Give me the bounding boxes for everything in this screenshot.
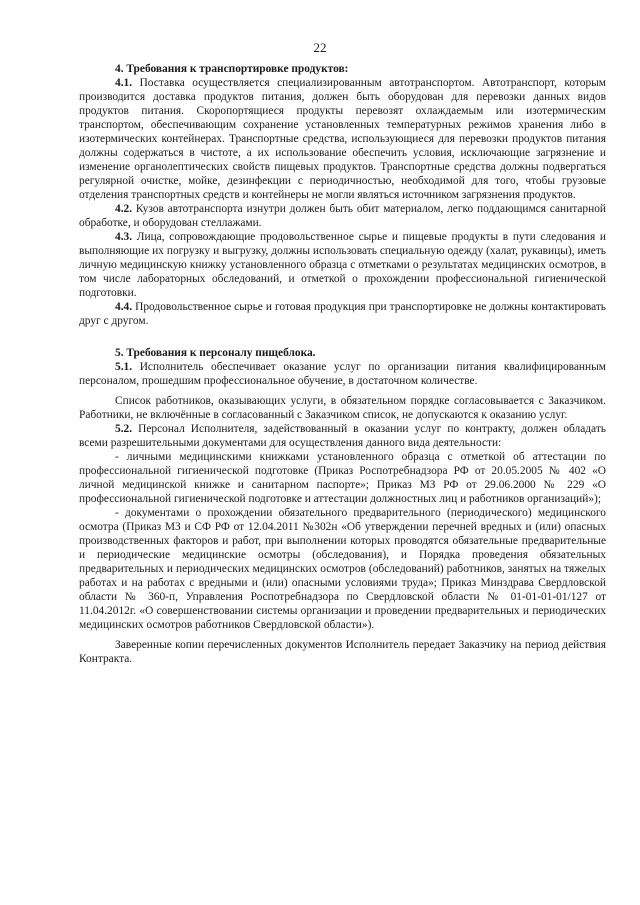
paragraph-4-2-text: Кузов автотранспорта изнутри должен быть обит материалом, легко поддающимся санитарной обработке, и оборудован стеллажами.: [79, 203, 606, 229]
paragraph-4-1: [79, 76, 606, 202]
paragraph-5-2-text: Персонал Исполнителя, задействованный в оказании услуг по контракту, должен обладать всеми разрешительными документами для осуществления данного вида деятельности:: [79, 423, 606, 449]
paragraph-4-3: [79, 230, 606, 300]
paragraph-5-1-text: Исполнитель обеспечивает оказание услуг по организации питания квалифицированным персоналом, прошедшим профессиональное обучение, в достаточном количестве.: [79, 361, 606, 387]
paragraph-4-4-number: 4.4.: [115, 301, 133, 313]
paragraph-medical-books: - личными медицинскими книжками установленного образца с отметкой об аттестации по профессиональной гигиенической подготовке (Приказ Роспотребнадзора РФ от 20.05.2005 № 402 «О личной медицинской книжке и санитарном паспорте»; Приказ МЗ РФ от 29.06.2000 № 229 «О профессиональной гигиенической подготовке и аттестации должностных лиц и работников организаций»);: [79, 451, 606, 505]
paragraph-5-2-number: 5.2.: [115, 423, 133, 435]
paragraph-4-2: [79, 202, 606, 230]
section-spacer: [79, 328, 606, 346]
paragraph-certified-copies: Заверенные копии перечисленных документов Исполнитель передает Заказчику на период действия Контракта.: [79, 639, 606, 665]
paragraph-staff-list: Список работников, оказывающих услуги, в обязательном порядке согласовывается с Заказчиком. Работники, не включённые в согласованный с Заказчиком список, не допускаются к оказанию услуг.: [79, 395, 606, 421]
paragraph-4-1-number: 4.1.: [115, 77, 133, 89]
paragraph-4-2-number: 4.2.: [115, 203, 133, 215]
document-body: [79, 62, 606, 666]
page-number: 22: [313, 40, 327, 55]
paragraph-5-1-number: 5.1.: [115, 361, 133, 373]
paragraph-4-4: [79, 300, 606, 328]
paragraph-4-4-text: Продовольственное сырье и готовая продукция при транспортировке не должны контактировать друг с другом.: [79, 301, 606, 327]
paragraph-5-2: [79, 422, 606, 450]
paragraph-4-3-text: Лица, сопровождающие продовольственное сырье и пищевые продукты в пути следования и выполняющие их погрузку и выгрузку, должны использовать специальную одежду (халат, рукавицы), иметь личную медицинскую книжку установленного образца с отметками о результатах медицинских осмотров, в том числе лабораторных обследований, и отметкой о прохождении профессиональной гигиенической подготовки.: [79, 231, 606, 299]
paragraph-4-3-number: 4.3.: [115, 231, 133, 243]
paragraph-medical-exams: - документами о прохождении обязательного предварительного (периодического) медицинского осмотра (Приказ МЗ и СФ РФ от 12.04.2011 №302н «Об утверждении перечней вредных и (или) опасных производственных факторов и работ, при выполнении которых проводятся обязательные предварительные и периодические медицинские осмотры (обследования), и Порядка проведения обязательных предварительных и периодических медицинских осмотров (обследований) работников, занятых на тяжелых работах и на работах с вредными и (или) опасными условиями труда»; Приказ Минздрава Свердловской области № 360-п, Управления Роспотребнадзора по Свердловской области № 01-01-01-01/127 от 11.04.2012г. «О совершенствовании системы организации и проведении предварительных и периодических медицинских осмотров работников Свердловской области»).: [79, 507, 606, 631]
section-4-heading: 4. Требования к транспортировке продуктов:: [115, 63, 349, 75]
paragraph-5-1: [79, 360, 606, 388]
section-5-heading: 5. Требования к персоналу пищеблока.: [115, 347, 316, 359]
paragraph-4-1-text: Поставка осуществляется специализированным автотранспортом. Автотранспорт, которым производится доставка продуктов питания, должен быть оборудован для перевозки данных видов продуктов питания. Скоропортящиеся продукты перевозят охлаждаемым или изотермическим транспортом, обеспечивающим сохранение установленных температурных режимов хранения либо в изотермических контейнерах. Транспортные средства, использующиеся для перевозки продуктов питания должны содержаться в чистоте, а их использование обеспечить условия, исключающие загрязнение и изменение органолептических свойств пищевых продуктов. Транспортные средства должны подвергаться регулярной очистке, мойке, дезинфекции с периодичностью, необходимой для того, чтобы грузовые отделения транспортных средств и контейнеры не могли являться источником загрязнения продуктов.: [79, 77, 606, 201]
